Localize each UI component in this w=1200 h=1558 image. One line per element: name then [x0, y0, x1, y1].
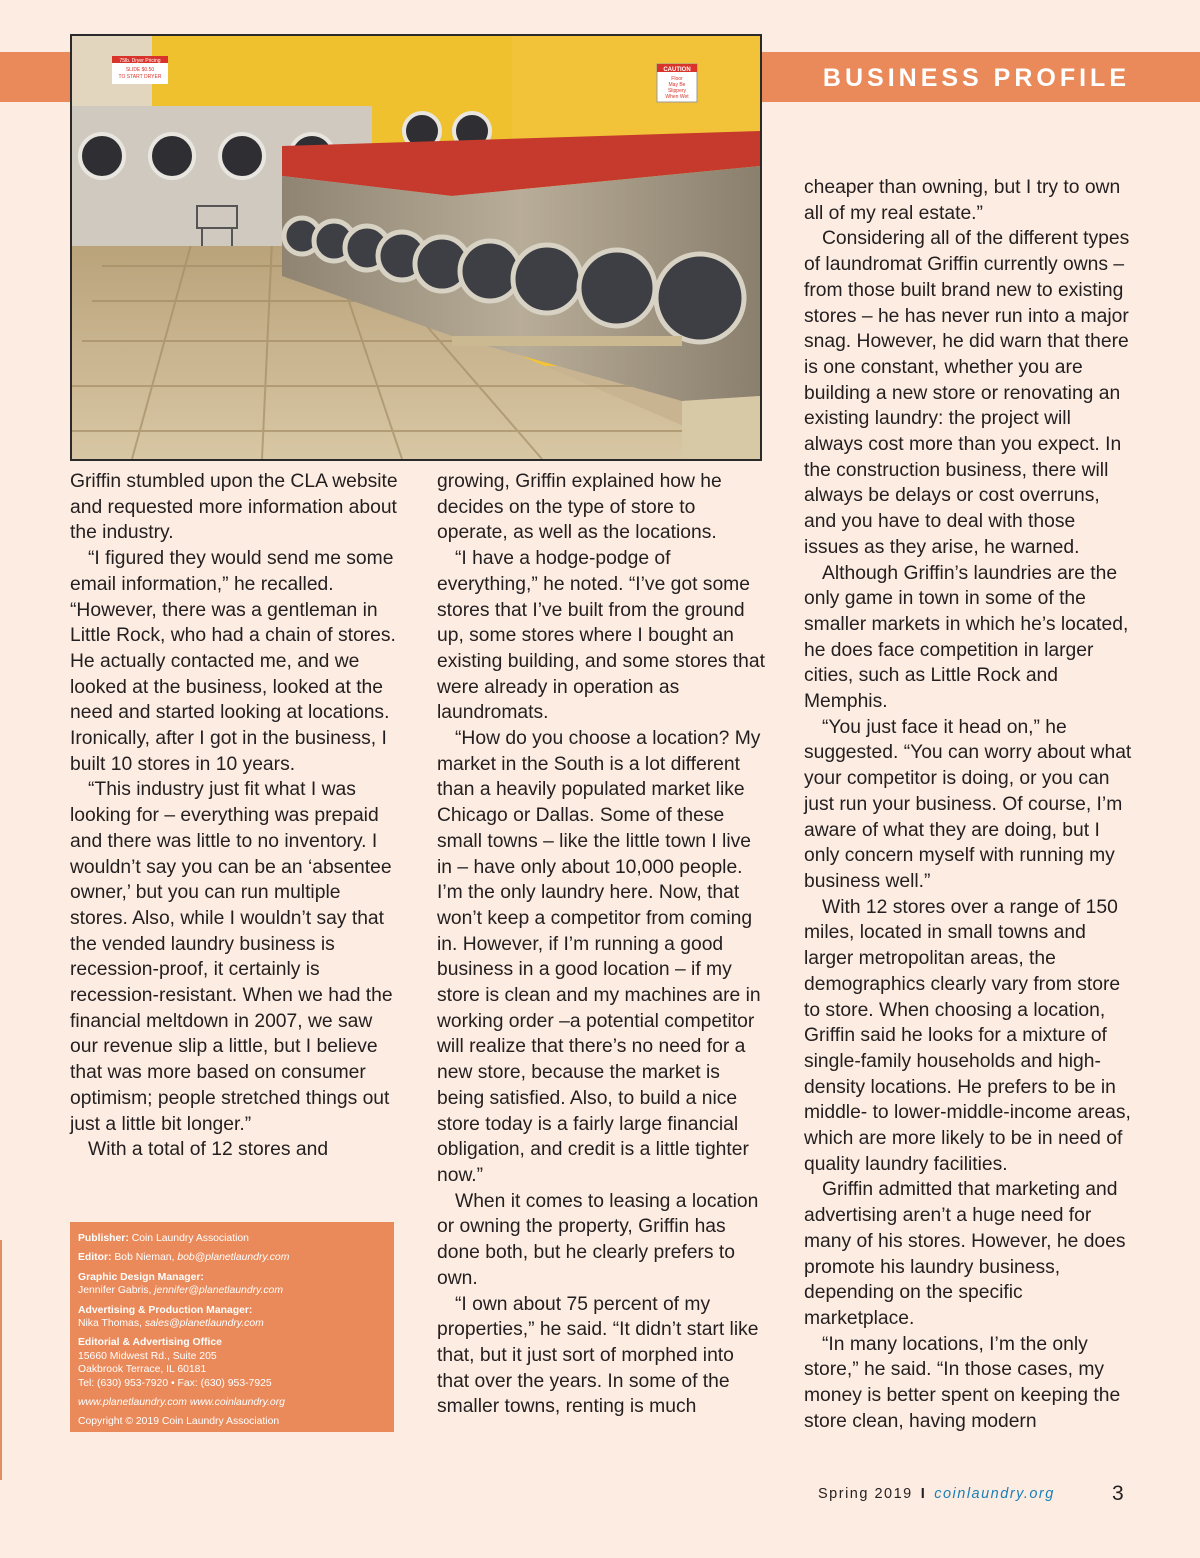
- design-name: Jennifer Gabris,: [78, 1285, 152, 1297]
- pricing-sign: [112, 56, 168, 84]
- masthead-office: [78, 1336, 386, 1390]
- caution-line-4: When Wet: [665, 94, 689, 100]
- article-paragraph: “In many locations, I’m the only store,” he said. “In those cases, my money is better spent on keeping the store clean, having modern: [804, 1333, 1121, 1432]
- laundromat-photo: [70, 34, 762, 461]
- masthead-editor: [78, 1251, 386, 1264]
- caution-line-2: May Be: [668, 82, 686, 88]
- page-footer: [818, 1486, 1055, 1502]
- office-address-2: Oakbrook Terrace, IL 60181: [78, 1364, 207, 1376]
- office-label: Editorial & Advertising Office: [78, 1337, 222, 1349]
- masthead-copyright: Copyright © 2019 Coin Laundry Association: [78, 1416, 280, 1428]
- editor-email[interactable]: bob@planetlaundry.com: [177, 1252, 290, 1264]
- office-phones: Tel: (630) 953-7920 • Fax: (630) 953-7925: [78, 1377, 272, 1389]
- section-title: BUSINESS PROFILE: [822, 64, 1130, 92]
- editor-label: Editor:: [78, 1252, 112, 1264]
- laundromat-illustration: [72, 36, 760, 459]
- margin-rule: [0, 1240, 2, 1480]
- article-paragraph: With a total of 12 stores and: [88, 1139, 329, 1161]
- caution-word: CAUTION: [663, 67, 691, 73]
- article-paragraph: Although Griffin’s laundries are the only game in town in some of the smaller markets in which he’s located, he does face competition in larger cities, such as Little Rock and Memphis.: [804, 562, 1129, 713]
- issue-label: Spring 2019: [818, 1486, 913, 1502]
- design-email[interactable]: jennifer@planetlaundry.com: [154, 1285, 283, 1297]
- caution-line-1: Floor: [671, 76, 683, 82]
- advertising-label: Advertising & Production Manager:: [78, 1304, 253, 1316]
- article-paragraph: “You just face it head on,” he suggested. “You can worry about what your competitor is doing, or you can just run your business. Of course, I’m aware of what they are doing, but I only concern myself with running my business well.”: [804, 716, 1132, 892]
- caution-sign: [657, 64, 697, 102]
- advertising-email[interactable]: sales@planetlaundry.com: [144, 1318, 264, 1330]
- editor-name: Bob Nieman,: [114, 1252, 175, 1264]
- article-paragraph: “This industry just fit what I was looking for – everything was prepaid and there was little to no inventory. I wouldn’t say you can be an ‘absentee owner,’ but you can run multiple stores. Also, while I wouldn’t say that the vended laundry business is recession-proof, it certainly is recession-resistant. When we had the financial meltdown in 2007, we saw our revenue slip a little, but I believe that was more based on consumer optimism; people stretched things out just a little bit longer.”: [70, 779, 393, 1135]
- office-address-1: 15660 Midwest Rd., Suite 205: [78, 1350, 217, 1362]
- masthead-websites: [78, 1396, 386, 1409]
- article-paragraph: With 12 stores over a range of 150 miles, located in small towns and larger metropolitan areas, the demographics clearly vary from store to store. When choosing a location, Griffin said he looks for a mixture of single-family households and high-density locations. He prefers to be in middle- to lower-middle-income areas, which are more likely to be in need of quality laundry facilities.: [804, 896, 1131, 1175]
- article-paragraph: “How do you choose a location? My market in the South is a lot different than a heavily populated market like Chicago or Dallas. Some of these small towns – like the little town I live in – have only about 10,000 people. I’m the only laundry here. Now, that won’t keep a competitor from coming in. However, if I’m running a good business in a good location – if my store is clean and my machines are in working order –a potential competitor will realize that there’s no need for a new store, because the market is being satisfied. Also, to build a nice store today is a fairly large financial obligation, and credit is a little tighter now.”: [437, 728, 761, 1186]
- pricing-line-2: TO START DRYER: [118, 74, 162, 80]
- publisher-name: Coin Laundry Association: [131, 1233, 249, 1244]
- article-paragraph: cheaper than owning, but I try to own all of my real estate.”: [804, 177, 1121, 224]
- publisher-label: Publisher:: [78, 1233, 129, 1244]
- article-paragraph: “I figured they would send me some email information,” he recalled. “However, there was a gentleman in Little Rock, who had a chain of stores. He actually contacted me, and we looked at the business, looked at the need and started looking at locations. Ironically, after I got in the business, I built 10 stores in 10 years.: [70, 548, 396, 775]
- pricing-line-1: SLIDE $0.50: [125, 67, 155, 73]
- masthead-box: [70, 1222, 394, 1432]
- pricing-title: 75lb. Dryer Pricing: [119, 58, 161, 64]
- article-paragraph: “I have a hodge-podge of everything,” he noted. “I’ve got some stores that I’ve built from the ground up, some stores where I bought an existing building, and some stores that were already in operation as laundromats.: [437, 548, 765, 724]
- article-paragraph: Griffin admitted that marketing and advertising aren’t a huge need for many of his stores. However, he does promote his laundry business, depending on the specific marketplace.: [804, 1179, 1126, 1329]
- masthead-design: [78, 1271, 386, 1298]
- article-column-1: [70, 469, 400, 1163]
- article-paragraph: When it comes to leasing a location or owning the property, Griffin has done both, but he clearly prefers to own.: [437, 1190, 759, 1289]
- article-paragraph: Considering all of the different types of laundromat Griffin currently owns – from those built brand new to existing stores – he has never run into a major snag. However, he did warn that there is one constant, whether you are building a new store or renovating an existing laundry: the project will always cost more than you expect. In the construction business, there will always be delays or cost overruns, and you have to deal with those issues as they arise, he warned.: [804, 228, 1130, 558]
- design-label: Graphic Design Manager:: [78, 1271, 204, 1283]
- article-paragraph: “I own about 75 percent of my properties,” he said. “It didn’t start like that, but it just sort of morphed into that over the years. In some of the smaller towns, renting is much: [437, 1293, 759, 1418]
- masthead-advertising: [78, 1304, 386, 1331]
- article-paragraph: growing, Griffin explained how he decides on the type of store to operate, as well as the locations.: [437, 471, 722, 544]
- advertising-name: Nika Thomas,: [78, 1318, 142, 1330]
- page-number: 3: [1112, 1482, 1124, 1505]
- footer-separator: I: [920, 1486, 927, 1502]
- caution-line-3: Slippery: [667, 88, 687, 94]
- website-link[interactable]: coinlaundry.org: [934, 1486, 1055, 1502]
- article-column-2: [437, 469, 767, 1420]
- websites[interactable]: www.planetlaundry.com www.coinlaundry.org: [78, 1397, 285, 1409]
- masthead-publisher: [78, 1232, 386, 1245]
- article-paragraph: Griffin stumbled upon the CLA website and requested more information about the industry.: [70, 471, 398, 544]
- article-column-3: [804, 175, 1134, 1434]
